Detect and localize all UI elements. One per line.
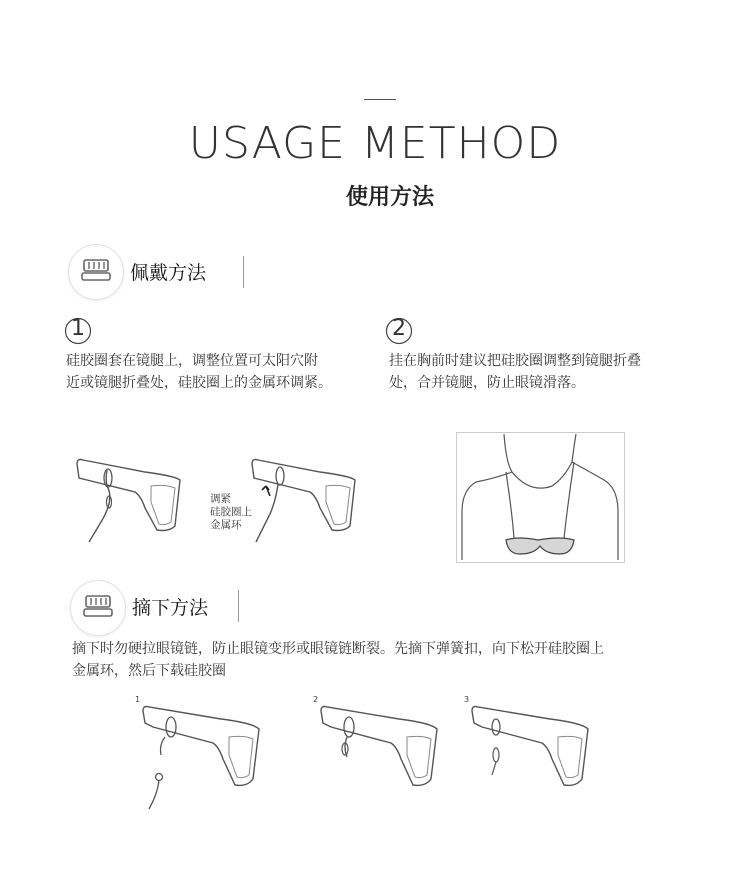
remove-text-line1: 摘下时勿硬拉眼镜链，防止眼镜变形或眼镜链断裂。先摘下弹簧扣，向下松开硅胶圈上 — [72, 641, 604, 657]
title-divider — [364, 99, 396, 100]
step-2-text-line2: 处，合并镜腿，防止眼镜滑落。 — [389, 375, 585, 391]
glasses-illustration-wear-2 — [240, 450, 360, 550]
brush-icon — [68, 244, 124, 300]
torso-wearing-chain-illustration — [456, 432, 626, 564]
step-1-number: 1 — [71, 316, 85, 341]
wear-section-title: 佩戴方法 — [130, 262, 207, 284]
step-2-number: 2 — [392, 316, 406, 341]
annotation-line-3: 金属环 — [210, 519, 242, 531]
section-divider — [238, 590, 239, 622]
step-2-text-line1: 挂在胸前时建议把硅胶圈调整到镜腿折叠 — [389, 353, 641, 369]
glasses-illustration-wear-1 — [65, 450, 185, 550]
page-title-en: USAGE METHOD — [188, 118, 562, 169]
page-title-cn: 使用方法 — [345, 185, 434, 210]
glasses-illustration-remove-3 — [464, 705, 594, 795]
remove-step-2-number: 2 — [313, 695, 319, 704]
annotation-line-1: 调紧 — [210, 493, 231, 505]
glasses-illustration-remove-1 — [135, 705, 265, 815]
remove-step-1-number: 1 — [135, 695, 141, 704]
section-divider — [243, 256, 244, 288]
remove-section-title: 摘下方法 — [132, 597, 209, 619]
remove-step-3-number: 3 — [464, 695, 470, 704]
annotation-line-2: 硅胶圈上 — [210, 506, 252, 518]
brush-icon — [70, 580, 126, 636]
step-1-text-line2: 近或镜腿折叠处，硅胶圈上的金属环调紧。 — [66, 375, 332, 391]
step-1-text-line1: 硅胶圈套在镜腿上，调整位置可太阳穴附 — [66, 353, 318, 369]
glasses-illustration-remove-2 — [313, 705, 443, 795]
remove-text-line2: 金属环，然后下载硅胶圈 — [72, 663, 226, 679]
